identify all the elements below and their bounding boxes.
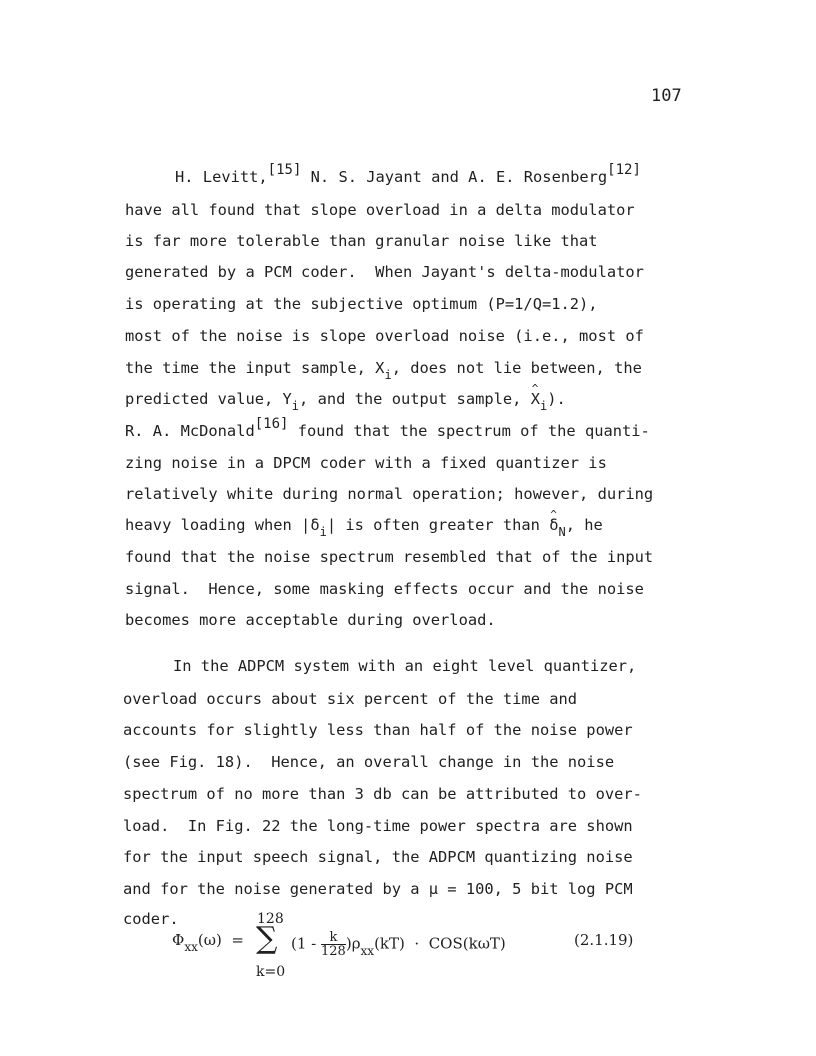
sum-upper-limit: 128 xyxy=(257,911,284,927)
hat-symbol: ^ δ xyxy=(549,515,558,535)
text-line: most of the noise is slope overload noise (i.e., most of xyxy=(125,327,644,345)
text-span: predicted value, Y xyxy=(125,390,292,408)
subscript: N xyxy=(558,525,566,539)
text-line: have all found that slope overload in a delta modulator xyxy=(125,201,635,219)
text-span: , he xyxy=(565,516,603,534)
text-line: In the ADPCM system with an eight level quantizer, xyxy=(173,657,637,675)
text-span: (ω) = xyxy=(197,931,244,949)
text-span: (1 - xyxy=(291,934,317,953)
phi-symbol: Φ xyxy=(172,931,185,949)
text-line: coder. xyxy=(123,910,179,928)
text-span: (kT) · COS(kωT) xyxy=(374,934,506,953)
text-span: )ρ xyxy=(345,934,361,953)
fraction xyxy=(321,931,346,958)
fraction-numerator: k xyxy=(321,931,346,945)
text-span: , does not lie between, the xyxy=(391,359,642,377)
text-line: found that the noise spectrum resembled that of the input xyxy=(125,548,654,566)
subscript: xx xyxy=(184,940,198,954)
text-span: found that the spectrum of the quanti- xyxy=(288,422,650,440)
sum-lower-limit: k=0 xyxy=(256,964,286,980)
text-span: ). xyxy=(547,390,566,408)
text-line: is operating at the subjective optimum (P=1/Q=1.2), xyxy=(125,295,598,313)
subscript: i xyxy=(384,368,392,382)
summation-symbol: ∑ xyxy=(256,921,278,956)
text-line xyxy=(125,515,603,539)
subscript: i xyxy=(291,399,300,413)
text-line: zing noise in a DPCM coder with a fixed quantizer is xyxy=(125,454,607,472)
text-line: relatively white during normal operation; however, during xyxy=(125,485,654,503)
text-line: overload occurs about six percent of the time and xyxy=(123,690,578,708)
text-span: , and the output sample, xyxy=(299,390,531,408)
fraction-denominator: 128 xyxy=(321,944,346,959)
subscript: xx xyxy=(360,943,375,958)
page-number: 107 xyxy=(651,86,682,106)
text-span: H. Levitt, xyxy=(175,168,268,186)
citation-ref: [16] xyxy=(254,416,289,432)
equation-number: (2.1.19) xyxy=(574,931,634,949)
subscript: i xyxy=(319,525,327,539)
text-line xyxy=(125,358,642,382)
text-span: N. S. Jayant and A. E. Rosenberg xyxy=(301,168,608,186)
text-line: for the input speech signal, the ADPCM quantizing noise xyxy=(123,848,633,866)
citation-ref: [15] xyxy=(267,162,302,178)
text-line: accounts for slightly less than half of the noise power xyxy=(123,721,633,739)
text-line: is far more tolerable than granular noise like that xyxy=(125,232,598,250)
equation-lhs xyxy=(172,931,244,954)
text-span: | is often greater than xyxy=(326,516,550,534)
citation-ref: [12] xyxy=(607,162,641,178)
text-span: R. A. McDonald xyxy=(125,422,255,440)
text-line: and for the noise generated by a μ = 100, 5 bit log PCM xyxy=(123,880,633,898)
text-line: spectrum of no more than 3 db can be attributed to over- xyxy=(123,785,642,803)
subscript: i xyxy=(539,399,548,413)
text-span: the time the input sample, X xyxy=(125,359,385,377)
text-line: signal. Hence, some masking effects occur and the noise xyxy=(125,580,644,598)
hat-symbol: ^ X xyxy=(531,389,540,409)
text-line: generated by a PCM coder. When Jayant's delta-modulator xyxy=(125,263,644,281)
text-line: (see Fig. 18). Hence, an overall change in the noise xyxy=(123,753,615,771)
text-line: load. In Fig. 22 the long-time power spectra are shown xyxy=(123,817,633,835)
text-span: heavy loading when |δ xyxy=(125,516,320,534)
text-line: becomes more acceptable during overload. xyxy=(125,611,496,629)
equation-rhs xyxy=(291,931,506,958)
text-line xyxy=(125,389,566,413)
text-line xyxy=(125,416,650,442)
text-line xyxy=(175,162,641,188)
